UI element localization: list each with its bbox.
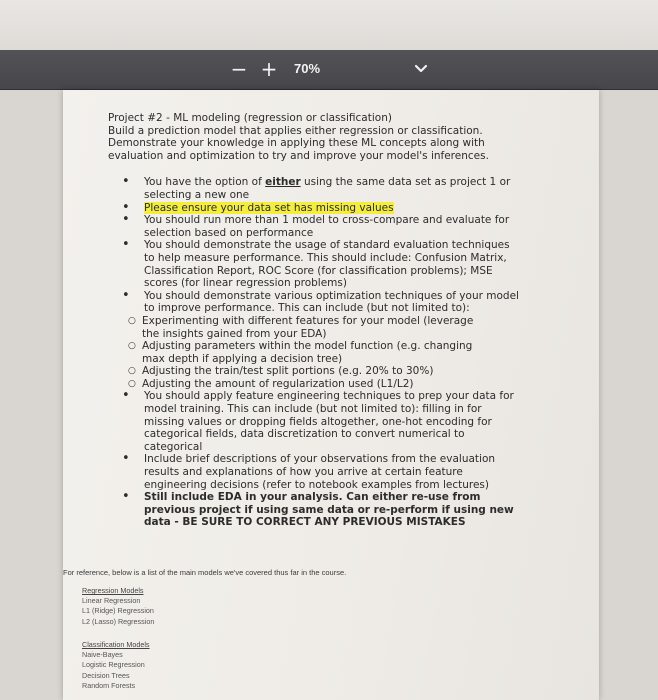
item-line: model training. This can include (but not limited to): filling in for [144, 403, 482, 416]
list-item [108, 491, 578, 529]
item-line: Classification Report, ROC Score (for classification problems); MSE [144, 264, 493, 277]
bullet-icon: • [122, 451, 130, 467]
reference-note: For reference, below is a list of the main models we've covered thus far in the course. [63, 568, 347, 577]
sub-list-item [108, 365, 578, 378]
model-item: Naive-Bayes [82, 650, 123, 660]
item-line: engineering decisions (refer to notebook examples from lectures) [144, 478, 489, 491]
model-item: Decision Trees [82, 670, 130, 680]
requirements-list [108, 176, 578, 529]
bullet-icon: • [122, 237, 130, 253]
top-bezel [0, 0, 658, 50]
bullet-icon: • [122, 212, 130, 228]
list-item [108, 176, 578, 201]
regression-heading: Regression Models [82, 586, 144, 595]
sub-list-item [108, 315, 578, 340]
intro-line: Build a prediction model that applies either regression or classification. [108, 124, 483, 137]
item-line: Adjusting the amount of regularization used (L1/L2) [142, 377, 414, 390]
zoom-level: 70% [294, 61, 321, 76]
list-item [108, 453, 578, 491]
item-line: Adjusting parameters within the model function (e.g. changing [142, 340, 473, 353]
item-line: results and explanations of how you arrive at certain feature [144, 466, 463, 479]
zoom-controls [228, 56, 320, 82]
project-intro [108, 112, 578, 162]
intro-line: Demonstrate your knowledge in applying these ML concepts along with [108, 137, 485, 150]
item-line: max depth if applying a decision tree) [142, 352, 343, 365]
model-item: Random Forests [82, 680, 136, 690]
item-line: Adjusting the train/test split portions (e.g. 20% to 30%) [142, 365, 434, 378]
viewer-toolbar [0, 50, 658, 90]
item-line: You should demonstrate various optimization techniques of your model [144, 289, 519, 302]
item-line: selecting a new one [144, 188, 250, 201]
model-item: Linear Regression [82, 596, 141, 606]
list-item [108, 287, 578, 391]
model-item: L1 (Ridge) Regression [82, 606, 154, 616]
model-item: Logistic Regression [82, 660, 145, 670]
item-line: scores (for linear regression problems) [144, 277, 347, 290]
item-line: You should run more than 1 model to cross-compare and evaluate for [144, 214, 510, 227]
list-item [108, 239, 578, 289]
model-item: L2 (Lasso) Regression [82, 616, 155, 626]
bullet-icon: • [122, 199, 130, 215]
regression-models [82, 586, 282, 627]
sub-list [108, 315, 578, 391]
item-line: Still include EDA in your analysis. Can either re-use from [144, 491, 481, 504]
item-text: You have the option of [144, 176, 266, 189]
emphasis-text: either [265, 176, 301, 189]
intro-line: evaluation and optimization to try and improve your model's inferences. [108, 149, 489, 162]
item-line: You should demonstrate the usage of standard evaluation techniques [144, 239, 510, 252]
item-line: data - BE SURE TO CORRECT ANY PREVIOUS MISTAKES [144, 516, 466, 529]
item-line: categorical fields, data discretization to convert numerical to [144, 428, 465, 441]
item-line [144, 202, 578, 215]
item-line: to help measure performance. This should include: Confusion Matrix, [144, 251, 507, 264]
list-item [108, 390, 578, 453]
classification-models [82, 640, 282, 691]
bullet-icon: • [122, 287, 130, 303]
bullet-icon: • [122, 174, 130, 190]
item-line [144, 176, 578, 189]
list-item [108, 214, 578, 239]
bullet-icon: • [122, 489, 130, 505]
item-line: previous project if using same data or re-perform if using new [144, 503, 514, 516]
item-line: missing values or dropping fields altogether, one-hot encoding for [144, 415, 492, 428]
circle-bullet-icon: ○ [128, 378, 136, 389]
zoom-in-button[interactable]: + [260, 57, 278, 81]
document-content [108, 112, 578, 529]
sub-list-item [108, 340, 578, 365]
item-line: selection based on performance [144, 226, 314, 239]
list-item [108, 199, 578, 215]
sub-list-item [108, 378, 578, 391]
zoom-out-button[interactable]: − [230, 57, 248, 81]
circle-bullet-icon: ○ [128, 341, 136, 352]
item-line: categorical [144, 440, 203, 453]
classification-heading: Classification Models [82, 640, 150, 649]
circle-bullet-icon: ○ [128, 315, 136, 326]
item-line: to improve performance. This can include (but not limited to): [144, 302, 470, 315]
circle-bullet-icon: ○ [128, 366, 136, 377]
item-line: You should apply feature engineering techniques to prep your data for [144, 390, 514, 403]
item-line: Experimenting with different features for your model (leverage [142, 314, 474, 327]
item-text: using the same data set as project 1 or [300, 176, 511, 189]
chevron-down-icon[interactable] [412, 60, 430, 78]
item-line: Include brief descriptions of your observations from the evaluation [144, 453, 496, 466]
item-line: the insights gained from your EDA) [142, 327, 327, 340]
bullet-icon: • [122, 388, 130, 404]
highlighted-text: Please ensure your data set has missing values [144, 201, 394, 214]
project-title: Project #2 - ML modeling (regression or classification) [108, 112, 392, 124]
